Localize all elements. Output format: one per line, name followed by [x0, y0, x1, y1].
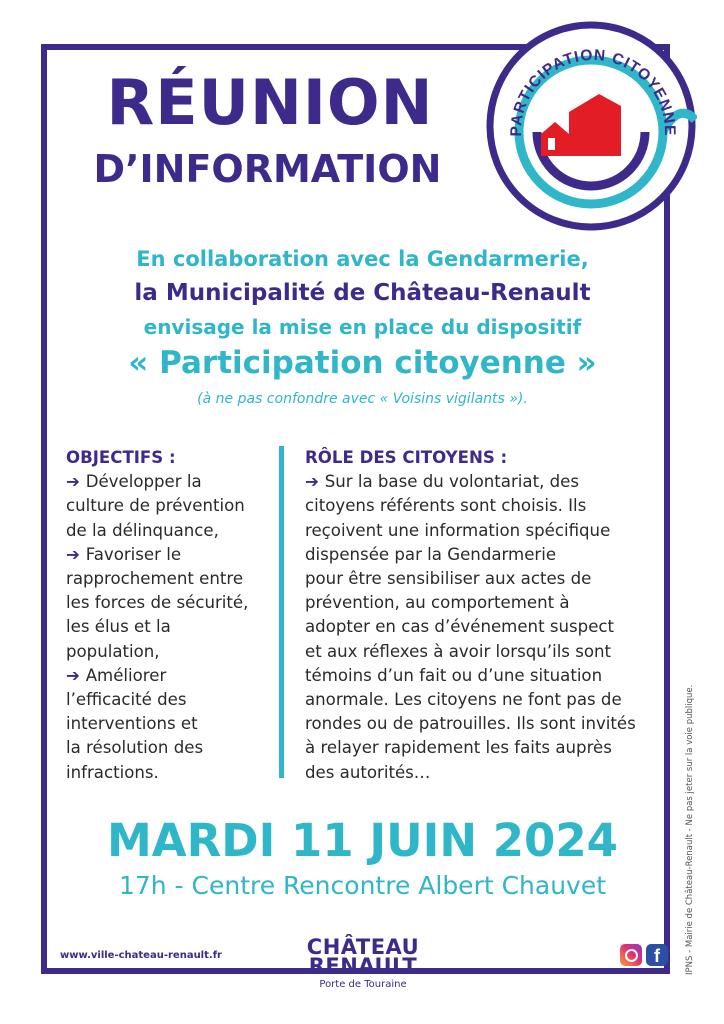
column-divider	[279, 446, 284, 778]
intro-line-1: En collaboration avec la Gendarmerie,	[136, 247, 589, 271]
website-link[interactable]: www.ville-chateau-renault.fr	[60, 950, 222, 961]
intro-line-4: « Participation citoyenne »	[128, 345, 597, 381]
arrow-icon: ➔	[66, 472, 86, 492]
instagram-icon[interactable]	[620, 944, 642, 966]
objectif-item-2: ➔ Favoriser le rapprochement entre les forces de sécurité, les élus et la population,	[66, 544, 249, 661]
logo-line-2: RENAULT	[308, 954, 418, 978]
participation-citoyenne-badge	[485, 20, 697, 232]
event-date: MARDI 11 JUIN 2024	[107, 814, 618, 867]
intro-line-3: envisage la mise en place du dispositif	[143, 315, 582, 339]
objectif-item-3: ➔ Améliorer l’efficacité des interventions et la résolution des infractions.	[66, 665, 204, 782]
role-title: RÔLE DES CITOYENS :	[305, 448, 508, 467]
arrow-icon: ➔	[66, 665, 86, 685]
role-column: RÔLE DES CITOYENS : ➔ Sur la base du volontariat, des citoyens référents sont choisis. Ils reçoivent une information spécifique dispensée par la Gendarmerie pour être sensibiliser aux actes de prévention, au comportement à adopter en cas d’événement suspect et aux réflexes à avoir lorsqu’ils sont témoins d’un fait ou d’une situation anormale. Les citoyens ne font pas de rondes ou de patrouilles. Ils sont invités à relayer rapidement les faits auprès des autorités…	[305, 446, 655, 785]
facebook-icon[interactable]: f	[646, 944, 668, 966]
badge-text: PARTICIPATION CITOYENNE	[507, 46, 679, 137]
objectif-item-1: ➔ Développer la culture de prévention de la délinquance,	[66, 472, 245, 540]
arrow-icon: ➔	[66, 544, 86, 564]
intro-line-5: (à ne pas confondre avec « Voisins vigilants »).	[197, 391, 528, 407]
title-reunion: RÉUNION	[106, 66, 434, 139]
ipns-notice: IPNS - Mairie de Château-Renault - Ne pas jeter sur la voie publique.	[685, 684, 695, 975]
logo-line-1: CHÂTEAU	[306, 935, 420, 959]
intro-line-2: la Municipalité de Château-Renault	[134, 280, 591, 306]
title-information: D’INFORMATION	[93, 147, 442, 191]
objectifs-title: OBJECTIFS :	[66, 448, 176, 467]
event-place: 17h - Centre Rencontre Albert Chauvet	[118, 871, 607, 900]
chateau-renault-logo	[298, 935, 428, 990]
objectifs-column	[66, 446, 276, 785]
logo-subtitle: Porte de Touraine	[319, 979, 407, 990]
arrow-icon: ➔	[305, 472, 325, 492]
social-links	[616, 944, 668, 966]
